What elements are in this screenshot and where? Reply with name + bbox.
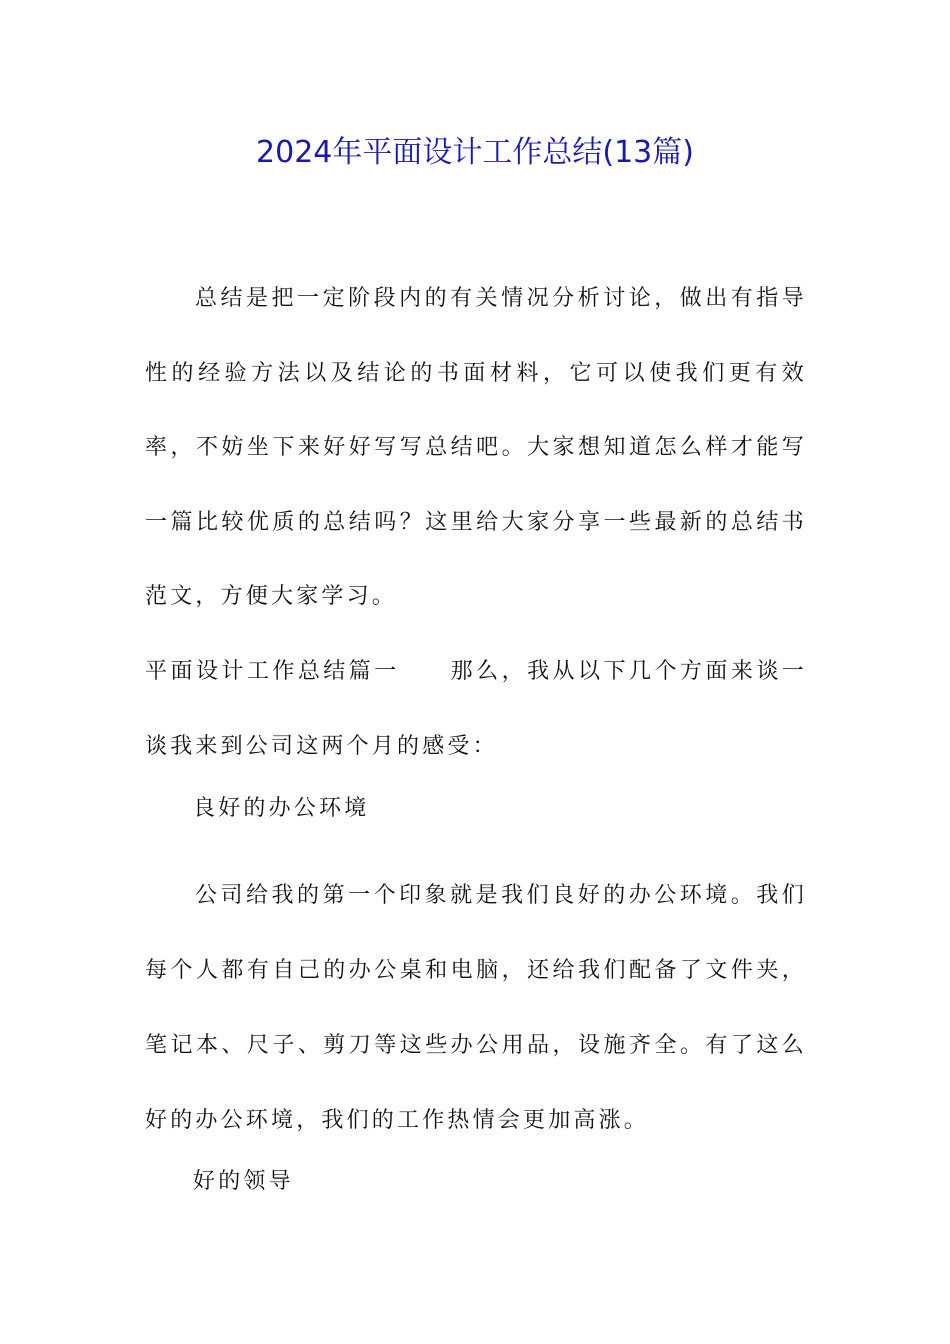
office-paragraph: 公司给我的第一个印象就是我们良好的办公环境。我们每个人都有自己的办公桌和电脑，还给我们配备了文件夹，笔记本、尺子、剪刀等这些办公用品，设施齐全。有了这么好的办公环境，我们的工作热情会更加高涨。: [145, 883, 807, 1133]
leader-heading: 好的领导: [193, 1169, 294, 1194]
intro-paragraph: 总结是把一定阶段内的有关情况分析讨论，做出有指导性的经验方法以及结论的书面材料，它可以使我们更有效率，不妨坐下来好好写写总结吧。大家想知道怎么样才能写一篇比较优质的总结吗？这里给大家分享一些最新的总结书范文，方便大家学习。: [145, 286, 807, 609]
section-intro-paragraph: 平面设计工作总结篇一 那么，我从以下几个方面来谈一谈我来到公司这两个月的感受：: [145, 659, 807, 759]
document-title: 2024年平面设计工作总结(13篇): [256, 135, 694, 170]
office-heading: 良好的办公环境: [193, 796, 370, 821]
